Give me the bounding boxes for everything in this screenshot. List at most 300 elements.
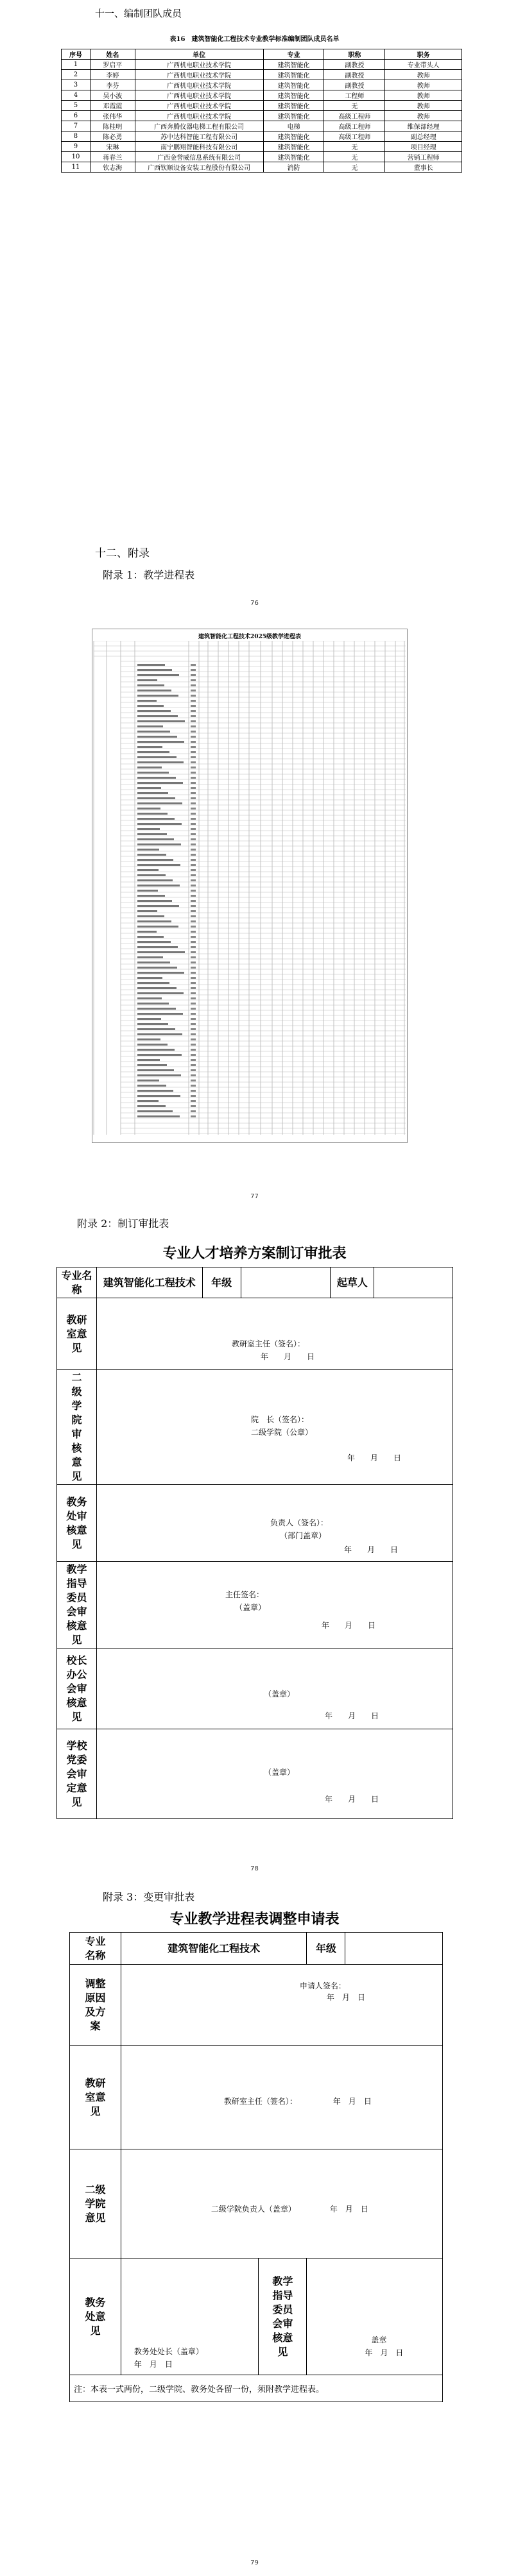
major-value: 建筑智能化工程技术 xyxy=(121,1933,306,1965)
table-cell: 吴小波 xyxy=(90,90,135,101)
schedule-text-stroke xyxy=(137,679,157,681)
schedule-text-stroke xyxy=(137,725,163,727)
approval-form-title: 专业人才培养方案制订审批表 xyxy=(162,1245,347,1262)
table-row xyxy=(62,131,462,142)
schedule-text-stroke xyxy=(137,900,172,902)
schedule-text-stroke xyxy=(137,864,180,866)
college-review-opinion[interactable] xyxy=(96,1370,453,1485)
schedule-text-stroke xyxy=(191,664,196,666)
schedule-text-stroke xyxy=(137,926,178,928)
major-label: 专业名称 xyxy=(70,1933,121,1965)
schedule-text-stroke xyxy=(137,684,164,686)
table-row xyxy=(62,152,462,162)
schedule-text-stroke xyxy=(191,741,196,743)
schedule-text-stroke xyxy=(137,720,185,722)
schedule-text-stroke xyxy=(137,1074,181,1076)
principal-office-label: 校长办公会审核意见 xyxy=(57,1648,97,1729)
grade-label: 年级 xyxy=(202,1267,241,1298)
col-header: 序号 xyxy=(62,49,91,60)
schedule-text-stroke xyxy=(191,1059,196,1061)
schedule-text-stroke xyxy=(137,777,176,779)
teaching-schedule-table-image xyxy=(92,629,408,1143)
table-cell: 教师 xyxy=(385,111,462,121)
schedule-text-stroke xyxy=(191,823,196,825)
schedule-text-stroke xyxy=(191,669,196,671)
table-cell: 陈必勇 xyxy=(90,131,135,142)
col-header: 姓名 xyxy=(90,49,135,60)
steering-committee-opinion[interactable] xyxy=(307,2258,443,2375)
schedule-text-stroke xyxy=(137,956,163,958)
schedule-text-stroke xyxy=(137,746,162,748)
schedule-text-stroke xyxy=(137,941,171,943)
schedule-text-stroke xyxy=(191,725,196,727)
schedule-text-stroke xyxy=(191,1028,196,1030)
schedule-text-stroke xyxy=(191,1018,196,1020)
grade-value[interactable] xyxy=(241,1267,331,1298)
signature-line: 教研室主任（签名）： xyxy=(231,1339,305,1348)
schedule-text-stroke xyxy=(191,710,196,712)
schedule-text-stroke xyxy=(191,802,196,804)
schedule-text-stroke xyxy=(137,664,165,666)
schedule-text-stroke xyxy=(191,679,196,681)
schedule-text-stroke xyxy=(191,1008,196,1010)
schedule-text-stroke xyxy=(191,977,196,979)
drafter-label: 起草人 xyxy=(331,1267,374,1298)
schedule-text-stroke xyxy=(137,854,166,856)
table-row xyxy=(62,101,462,111)
table-cell: 建筑智能化 xyxy=(263,60,324,70)
schedule-text-stroke xyxy=(137,690,171,691)
table-cell: 建筑智能化 xyxy=(263,90,324,101)
schedule-text-stroke xyxy=(137,849,159,851)
table-cell: 消防 xyxy=(263,162,324,173)
schedule-text-stroke xyxy=(137,731,170,733)
table-row xyxy=(62,142,462,152)
schedule-text-stroke xyxy=(191,864,196,866)
date-line: 年 月 日 xyxy=(326,1993,365,2002)
table-cell: 工程师 xyxy=(324,90,385,101)
schedule-text-stroke xyxy=(137,992,184,994)
table-cell: 副教授 xyxy=(324,80,385,90)
schedule-text-stroke xyxy=(137,756,177,758)
table-cell: 广西机电职业技术学院 xyxy=(135,70,263,80)
schedule-text-stroke xyxy=(137,700,157,702)
schedule-text-stroke xyxy=(191,1100,196,1102)
date-line: 年 月 日 xyxy=(365,2348,404,2357)
date-line: 年 月 日 xyxy=(343,1545,398,1554)
schedule-text-stroke xyxy=(191,700,196,702)
schedule-text-stroke xyxy=(137,1054,182,1056)
schedule-text-stroke xyxy=(191,967,196,969)
seal-line: 盖章 xyxy=(371,2335,387,2344)
schedule-text-stroke xyxy=(191,987,196,989)
schedule-text-stroke xyxy=(137,1023,168,1025)
schedule-text-stroke xyxy=(137,1018,161,1020)
academic-affairs-label: 教务处审核意见 xyxy=(57,1485,97,1562)
schedule-text-stroke xyxy=(137,818,175,820)
schedule-text-stroke xyxy=(137,695,178,697)
date-line: 年 月 日 xyxy=(324,1711,379,1720)
table-cell: 5 xyxy=(62,101,91,111)
schedule-text-stroke xyxy=(191,838,196,840)
table-cell: 建筑智能化 xyxy=(263,131,324,142)
schedule-text-stroke xyxy=(191,690,196,691)
table-cell: 南宁鹏翔智能科技有限公司 xyxy=(135,142,263,152)
page-number: 79 xyxy=(250,2559,259,2566)
party-committee-opinion[interactable] xyxy=(96,1729,453,1819)
schedule-text-stroke xyxy=(137,710,171,712)
schedule-text-stroke xyxy=(137,792,168,794)
table-cell: 无 xyxy=(324,152,385,162)
form-note: 注：本表一式两份，二级学院、教务处各留一份，须附教学进程表。 xyxy=(70,2375,443,2402)
table-cell: 无 xyxy=(324,162,385,173)
schedule-text-stroke xyxy=(191,1090,196,1092)
col-header: 专业 xyxy=(263,49,324,60)
table-cell: 专业带头人 xyxy=(385,60,462,70)
date-line: 年 月 日 xyxy=(332,2097,372,2106)
table-row xyxy=(62,111,462,121)
schedule-text-stroke xyxy=(137,1095,180,1097)
signature-line: 申请人签名： xyxy=(299,1981,346,1990)
steering-committee-opinion[interactable] xyxy=(96,1562,453,1648)
table-cell: 李芬 xyxy=(90,80,135,90)
schedule-text-stroke xyxy=(191,972,196,974)
schedule-text-stroke xyxy=(137,772,169,774)
schedule-text-stroke xyxy=(137,874,166,876)
table-cell: 高级工程师 xyxy=(324,111,385,121)
schedule-text-stroke xyxy=(137,962,170,963)
schedule-text-stroke xyxy=(137,931,157,933)
schedule-text-stroke xyxy=(191,1110,196,1112)
schedule-text-stroke xyxy=(137,674,179,676)
table-cell: 电梯 xyxy=(263,121,324,131)
schedule-text-stroke xyxy=(191,992,196,994)
table-cell: 陈桂明 xyxy=(90,121,135,131)
table-cell: 11 xyxy=(62,162,91,173)
table-cell: 营销工程师 xyxy=(385,152,462,162)
table-row xyxy=(62,90,462,101)
schedule-text-stroke xyxy=(191,1115,196,1117)
table-cell: 7 xyxy=(62,121,91,131)
table-cell: 蒋春兰 xyxy=(90,152,135,162)
table-cell: 广西钦顺设备安装工程股份有限公司 xyxy=(135,162,263,173)
schedule-text-stroke xyxy=(191,756,196,758)
schedule-text-stroke xyxy=(191,746,196,748)
teaching-office-opinion[interactable] xyxy=(121,2046,442,2149)
schedule-text-stroke xyxy=(191,1105,196,1107)
table-cell: 广西机电职业技术学院 xyxy=(135,60,263,70)
signature-line: 教研室主任（签名）： xyxy=(223,2097,297,2106)
schedule-text-stroke xyxy=(191,720,196,722)
schedule-text-stroke xyxy=(191,956,196,958)
table-row xyxy=(62,121,462,131)
schedule-text-stroke xyxy=(137,808,160,809)
schedule-text-stroke xyxy=(191,946,196,948)
schedule-text-stroke xyxy=(137,1090,173,1092)
college-opinion-label: 二级学院意见 xyxy=(70,2149,121,2258)
schedule-text-stroke xyxy=(137,1044,168,1046)
schedule-text-stroke xyxy=(137,1100,159,1102)
table-cell: 教师 xyxy=(385,80,462,90)
schedule-text-stroke xyxy=(191,1049,196,1051)
table-cell: 教师 xyxy=(385,90,462,101)
schedule-text-stroke xyxy=(191,782,196,784)
schedule-text-stroke xyxy=(137,982,169,984)
schedule-text-stroke xyxy=(137,972,184,974)
team-table-caption: 表16 建筑智能化工程技术专业教学标准编制团队成员名单 xyxy=(169,36,340,43)
table-row xyxy=(62,70,462,80)
schedule-text-stroke xyxy=(191,900,196,902)
table-cell: 董事长 xyxy=(385,162,462,173)
appendix-2-heading: 附录 2：制订审批表 xyxy=(77,1217,169,1230)
table-row xyxy=(62,162,462,173)
teaching-office-opinion[interactable] xyxy=(96,1298,453,1370)
principal-office-opinion[interactable] xyxy=(96,1648,453,1729)
col-header: 职称 xyxy=(324,49,385,60)
table-cell: 张伟华 xyxy=(90,111,135,121)
schedule-text-stroke xyxy=(191,736,196,738)
table-cell: 9 xyxy=(62,142,91,152)
schedule-text-stroke xyxy=(137,1008,176,1010)
schedule-text-stroke xyxy=(137,1003,169,1004)
schedule-text-stroke xyxy=(137,797,175,799)
col-header: 职务 xyxy=(385,49,462,60)
schedule-text-stroke xyxy=(191,797,196,799)
schedule-text-stroke xyxy=(137,1013,183,1015)
schedule-title: 建筑智能化工程技术2025级教学进程表 xyxy=(198,634,302,640)
schedule-text-stroke xyxy=(137,741,184,743)
date-line: 年 月 日 xyxy=(134,2360,173,2369)
schedule-text-stroke xyxy=(191,931,196,933)
table-cell: 副总经理 xyxy=(385,131,462,142)
schedule-text-stroke xyxy=(191,777,196,779)
schedule-text-stroke xyxy=(137,1033,182,1035)
table-cell: 李婷 xyxy=(90,70,135,80)
schedule-text-stroke xyxy=(137,1085,166,1087)
schedule-text-stroke xyxy=(191,705,196,707)
approval-form xyxy=(56,1267,453,1819)
schedule-text-stroke xyxy=(191,982,196,984)
table-cell: 广西机电职业技术学院 xyxy=(135,111,263,121)
schedule-text-stroke xyxy=(137,838,174,840)
table-cell: 广西金誉威信息系统有限公司 xyxy=(135,152,263,162)
schedule-text-stroke xyxy=(191,879,196,881)
schedule-text-stroke xyxy=(191,951,196,953)
schedule-text-stroke xyxy=(137,751,169,753)
table-cell: 教师 xyxy=(385,70,462,80)
academic-affairs-opinion[interactable] xyxy=(96,1485,453,1562)
academic-affairs-label: 教务处意见 xyxy=(70,2258,121,2375)
schedule-text-stroke xyxy=(137,946,178,948)
seal-line: （盖章） xyxy=(263,1690,295,1699)
college-review-label: 二级学院审核意见 xyxy=(57,1370,97,1485)
schedule-text-stroke xyxy=(137,997,162,999)
schedule-text-stroke xyxy=(137,761,184,763)
schedule-text-stroke xyxy=(137,1049,175,1051)
page-number: 78 xyxy=(250,1865,259,1872)
schedule-text-stroke xyxy=(191,1044,196,1046)
schedule-text-stroke xyxy=(191,1033,196,1035)
schedule-text-stroke xyxy=(191,859,196,861)
table-cell: 维保部经理 xyxy=(385,121,462,131)
table-cell: 6 xyxy=(62,111,91,121)
appendix-1-heading: 附录 1：教学进程表 xyxy=(103,569,195,581)
adjustment-reason-label: 调整原因及方案 xyxy=(70,1965,121,2046)
schedule-text-stroke xyxy=(191,854,196,856)
schedule-text-stroke xyxy=(191,890,196,892)
steering-committee-label: 教学指导委员会审核意见 xyxy=(259,2258,307,2375)
signature-line: 二级学院负责人（盖章） xyxy=(211,2205,296,2214)
schedule-text-stroke xyxy=(137,879,173,881)
schedule-text-stroke xyxy=(191,1064,196,1066)
academic-affairs-opinion[interactable] xyxy=(121,2258,259,2375)
teaching-office-label: 教研室意见 xyxy=(57,1298,97,1370)
seal-line: （盖章） xyxy=(234,1603,266,1612)
table-cell: 广西机电职业技术学院 xyxy=(135,80,263,90)
adjustment-form-title: 专业教学进程表调整申请表 xyxy=(169,1911,340,1928)
schedule-text-stroke xyxy=(137,833,167,835)
schedule-text-stroke xyxy=(137,1115,180,1117)
page-number: 77 xyxy=(250,1193,259,1200)
schedule-text-stroke xyxy=(137,802,182,804)
schedule-text-stroke xyxy=(191,1003,196,1004)
schedule-text-stroke xyxy=(191,910,196,912)
schedule-text-stroke xyxy=(191,1054,196,1056)
schedule-text-stroke xyxy=(191,695,196,697)
college-opinion[interactable] xyxy=(121,2149,442,2258)
schedule-text-stroke xyxy=(191,920,196,922)
schedule-text-stroke xyxy=(191,828,196,830)
schedule-text-stroke xyxy=(191,1023,196,1025)
schedule-text-stroke xyxy=(191,1095,196,1097)
seal-line: 二级学院（公章） xyxy=(250,1428,313,1437)
schedule-text-stroke xyxy=(191,1013,196,1015)
schedule-text-stroke xyxy=(137,736,177,738)
schedule-text-stroke xyxy=(191,787,196,789)
date-line: 年 月 日 xyxy=(321,1621,375,1630)
schedule-text-stroke xyxy=(137,936,164,938)
table-cell: 副教授 xyxy=(324,60,385,70)
signature-line: 主任签名： xyxy=(225,1590,264,1599)
steering-committee-label: 教学指导委员会审核意见 xyxy=(57,1562,97,1648)
table-cell: 广西机电职业技术学院 xyxy=(135,101,263,111)
major-label: 专业名称 xyxy=(57,1267,97,1298)
schedule-text-stroke xyxy=(191,885,196,886)
page-number: 76 xyxy=(250,600,259,607)
table-cell: 罗启平 xyxy=(90,60,135,70)
adjustment-form xyxy=(69,1932,443,2402)
signature-line: 教务处处长（盖章） xyxy=(134,2347,203,2356)
schedule-text-stroke xyxy=(137,1069,174,1071)
schedule-text-stroke xyxy=(191,869,196,871)
table-cell: 建筑智能化 xyxy=(263,111,324,121)
table-cell: 8 xyxy=(62,131,91,142)
schedule-text-stroke xyxy=(137,823,182,825)
table-cell: 1 xyxy=(62,60,91,70)
date-line: 年 月 日 xyxy=(329,2205,368,2214)
schedule-text-stroke xyxy=(191,905,196,907)
schedule-text-stroke xyxy=(137,905,179,907)
team-table-header xyxy=(62,49,462,60)
grade-value[interactable] xyxy=(345,1933,443,1965)
schedule-text-stroke xyxy=(137,920,171,922)
schedule-text-stroke xyxy=(137,715,178,717)
schedule-text-stroke xyxy=(191,1038,196,1040)
schedule-text-stroke xyxy=(191,772,196,774)
table-cell: 高级工程师 xyxy=(324,121,385,131)
schedule-grid xyxy=(92,641,407,1141)
schedule-text-stroke xyxy=(191,962,196,963)
table-cell: 苏中达科智能工程有限公司 xyxy=(135,131,263,142)
schedule-text-stroke xyxy=(137,987,177,989)
table-cell: 广西奔腾仪器电梯工程有限公司 xyxy=(135,121,263,131)
schedule-text-stroke xyxy=(137,895,165,897)
schedule-text-stroke xyxy=(137,885,180,886)
schedule-text-stroke xyxy=(191,843,196,845)
schedule-text-stroke xyxy=(191,926,196,928)
schedule-text-stroke xyxy=(137,669,172,671)
seal-line: （部门盖章） xyxy=(279,1531,326,1540)
schedule-text-stroke xyxy=(137,1059,160,1061)
schedule-text-stroke xyxy=(191,813,196,815)
table-cell: 10 xyxy=(62,152,91,162)
adjustment-reason-content[interactable] xyxy=(121,1965,442,2046)
schedule-text-stroke xyxy=(191,936,196,938)
table-cell: 钦志海 xyxy=(90,162,135,173)
date-line: 年 月 日 xyxy=(347,1453,401,1462)
schedule-text-stroke xyxy=(137,813,168,815)
table-cell: 广西机电职业技术学院 xyxy=(135,90,263,101)
schedule-text-stroke xyxy=(191,915,196,917)
drafter-value[interactable] xyxy=(374,1267,453,1298)
schedule-text-stroke xyxy=(137,890,158,892)
party-committee-label: 学校党委会审定意见 xyxy=(57,1729,97,1819)
table-cell: 无 xyxy=(324,101,385,111)
schedule-text-stroke xyxy=(191,1069,196,1071)
table-cell: 建筑智能化 xyxy=(263,80,324,90)
schedule-text-stroke xyxy=(137,828,160,830)
section-11-heading: 十一、编制团队成员 xyxy=(95,8,182,19)
schedule-text-stroke xyxy=(191,997,196,999)
schedule-text-stroke xyxy=(137,843,181,845)
schedule-text-stroke xyxy=(137,977,162,979)
schedule-text-stroke xyxy=(137,782,183,784)
table-row xyxy=(62,60,462,70)
schedule-text-stroke xyxy=(191,674,196,676)
schedule-text-stroke xyxy=(137,787,161,789)
schedule-text-stroke xyxy=(137,1064,167,1066)
schedule-text-stroke xyxy=(137,1038,160,1040)
schedule-text-stroke xyxy=(137,859,173,861)
table-cell: 4 xyxy=(62,90,91,101)
appendix-3-heading: 附录 3：变更审批表 xyxy=(103,1891,195,1903)
schedule-text-stroke xyxy=(137,869,159,871)
table-row xyxy=(62,80,462,90)
schedule-text-stroke xyxy=(191,874,196,876)
schedule-text-stroke xyxy=(191,895,196,897)
schedule-text-stroke xyxy=(137,910,157,912)
table-cell: 教师 xyxy=(385,101,462,111)
table-cell: 高级工程师 xyxy=(324,131,385,142)
table-cell: 建筑智能化 xyxy=(263,142,324,152)
signature-line: 负责人（签名）： xyxy=(270,1518,328,1527)
major-value: 建筑智能化工程技术 xyxy=(96,1267,202,1298)
table-cell: 3 xyxy=(62,80,91,90)
schedule-text-stroke xyxy=(137,967,177,969)
schedule-text-stroke xyxy=(191,715,196,717)
seal-line: （盖章） xyxy=(263,1768,295,1777)
schedule-text-stroke xyxy=(191,941,196,943)
